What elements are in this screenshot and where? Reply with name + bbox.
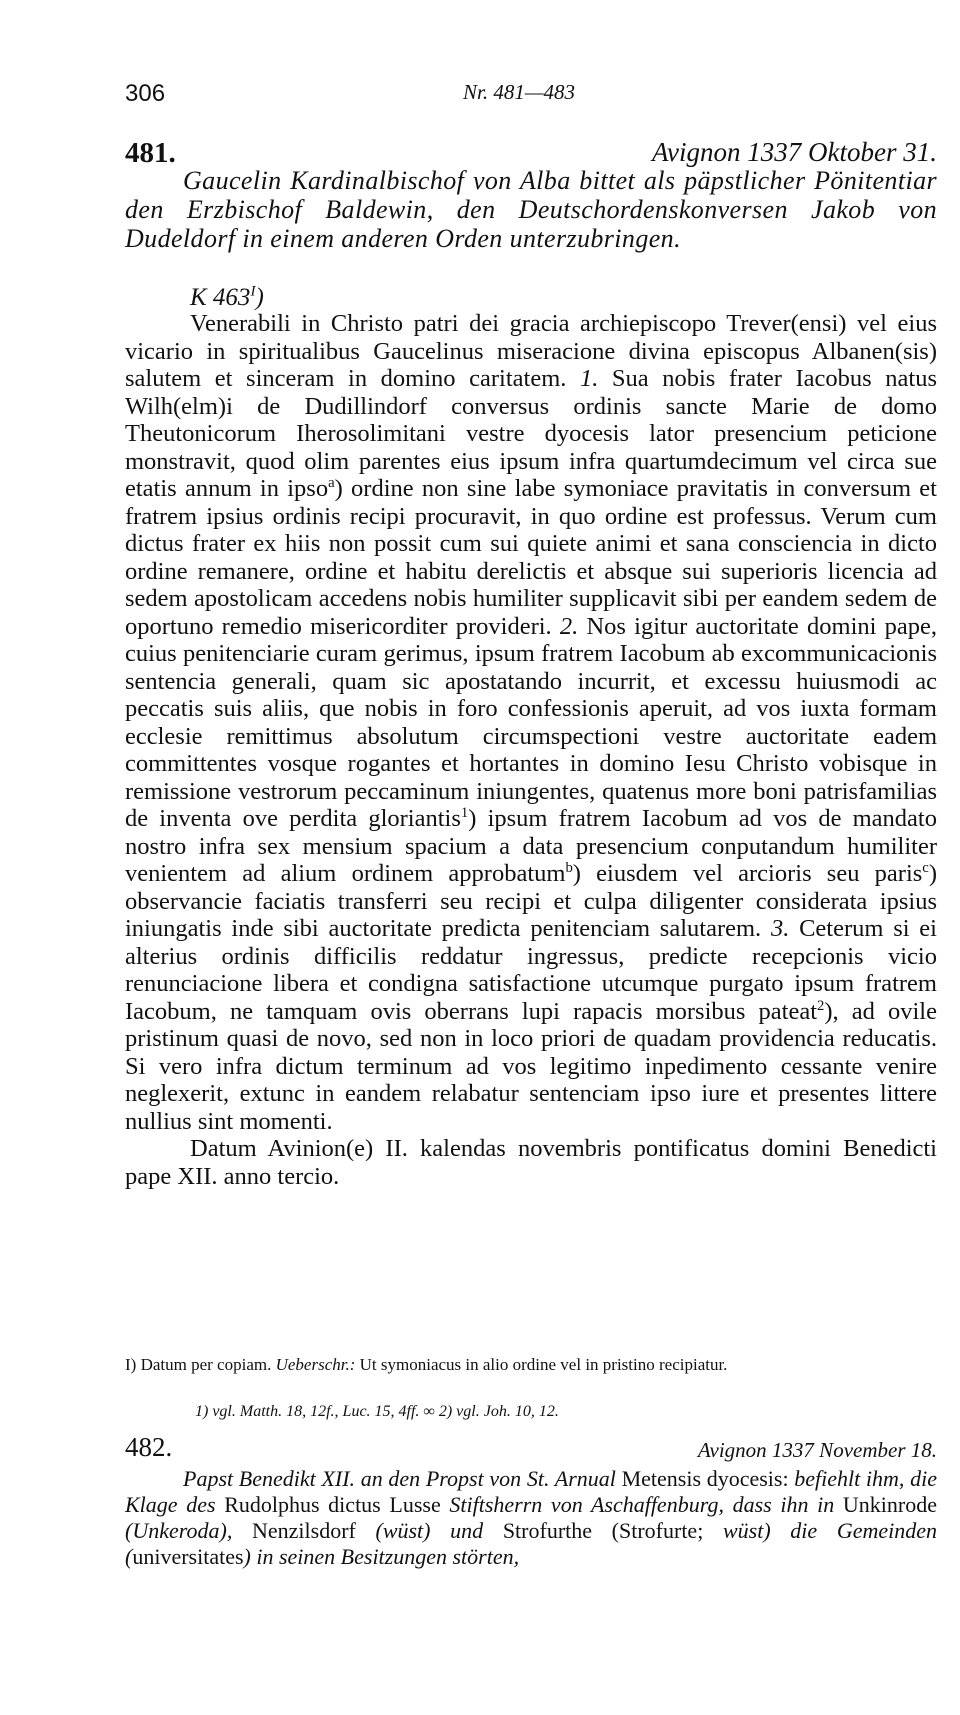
- regest-part: Nenzilsdorf: [251, 1518, 356, 1543]
- regest-part: Papst Benedikt XII. an den Propst von St. Arnual: [183, 1466, 616, 1491]
- section-2-text-cont2: ) eiusdem vel arcioris seu paris: [572, 860, 923, 887]
- doc-482-regest: [125, 1466, 937, 1570]
- section-number: 3.: [770, 915, 790, 942]
- section-3-text: Ceterum si ei alterius ordinis difficilis reddatur ingressus, predicte recepcionis vicio renunciacione libera et condigna satisfactione utcumque purgato ipsum fratrem Iacobum, ne tamquam ovis oberrans lupi rapacis morsibus pateat: [125, 915, 937, 1025]
- reference-note: I: [250, 283, 256, 300]
- regest-part: Strofurthe (Strofurte;: [502, 1518, 704, 1543]
- regest-part: wüst) die Gemeinden (: [125, 1518, 938, 1569]
- note-ref-a: a: [328, 474, 335, 491]
- regest-part: Metensis dyocesis:: [621, 1466, 789, 1491]
- footnote-refs: 1) vgl. Matth. 18, 12f., Luc. 15, 4ff. ∞ 2) vgl. Joh. 10, 12.: [195, 1403, 559, 1420]
- doc-date: Avignon 1337 November 18.: [697, 1438, 937, 1462]
- section-number: 2.: [559, 612, 579, 640]
- footnote-I-text: Ut symoniacus in alio ordine vel in pristino recipiatur.: [359, 1355, 728, 1374]
- regest-part: Stiftsherrn von Aschaffenburg, dass ihn in: [449, 1492, 835, 1517]
- dating-clause: Datum Avinion(e) II. kalendas novembris pontificatus domini Benedicti pape XII. anno tercio.: [125, 1135, 937, 1190]
- section-1-text-cont: ) ordine non sine labe symoniace pravitatis in conversum et fratrem ipsius ordinis recipi procuravit, in quo ordine est professus. Verum cum dictus frater ex hiis non possit cum sui quiete animi et sana consciencia in dicto ordine remanere, ordine et habitu derelictis et absque sui superioris licencia ad sedem apostolicam accedens nobis humiliter supplicavit sibi per eandem sedem de oportuno remedio misericorditer provideri.: [125, 475, 937, 640]
- regest-part: ) in seinen Besitzungen störten,: [243, 1544, 520, 1569]
- regest-part: (wüst) und: [375, 1518, 484, 1543]
- footnote-I-italic: Ueberschr.:: [275, 1355, 356, 1374]
- section-number: 1.: [579, 365, 599, 392]
- doc-date: Avignon 1337 Oktober 31.: [652, 137, 937, 167]
- doc-482-heading: [125, 1432, 937, 1466]
- section-2-text: Nos igitur auctoritate domini pape, cuius penitenciarie curam gerimus, ipsum fratrem Iacobum ab excommunicacionis sentencia generali, quam sic apostatando incurrit, et excessu huiusmodi ac peccatis suis aliis, que nobis in foro confessionis aperuit, ad vos iuxta formam ecclesie remittimus absolutum circumspectioni vestre auctoritate eadem committentes vosque rogantes et hortantes in domino Iesu Christo vobisque in remissione vestrorum peccaminum iniungentes, quatenus more boni patrisfamilias de inventa ove perdita gloriantis: [125, 612, 938, 832]
- salutation: Venerabili in Christo patri dei gracia archiepiscopo Trever(ensi) vel eius vicario in spiritualibus Gaucelinus miseracione divina episcopus Albanen(sis) salutem et sinceram in domino caritatem.: [125, 310, 937, 392]
- note-ref-2: 2: [817, 997, 825, 1014]
- running-title: Nr. 481—483: [463, 80, 576, 104]
- running-head: [125, 80, 937, 120]
- doc-number: 482.: [125, 1432, 173, 1462]
- footnote-I-label: I) Datum per copiam.: [125, 1355, 272, 1374]
- regest-part: Rudolphus dictus Lusse: [224, 1492, 441, 1517]
- section-2-text-cont: ) ipsum fratrem Iacobum ad vos de mandato nostro infra sex mensium spacium a data presencium conputandum humiliter venientem ad alium ordinem approbatum: [125, 805, 937, 887]
- regest-part: universitates: [132, 1544, 244, 1569]
- doc-481-text: [125, 310, 937, 1190]
- doc-number: 481.: [125, 137, 176, 169]
- note-ref-c: c: [922, 859, 929, 876]
- doc-481-reference: K $463^I$): [190, 283, 264, 311]
- note-ref-1: 1: [460, 804, 469, 821]
- section-1-text: Sua nobis frater Iacobus natus Wilh(elm)i de Dudillindorf conversus ordinis sancte Marie de domo Theutonicorum Iherosolimitani vestre dyocesis lator presencium peticione monstravit, quod olim parentes eius ipsum infra quartumdecimum vel circa sue etatis annum in ipso: [125, 365, 938, 502]
- section-3-text-cont: ), ad ovile pristinum quasi de novo, sed non in loco priori de quadam providencia reducatis. Si vero infra dictum terminum ad vos legitimo inpedimento cessante venire neglexerit, extunc in eandem relabatur sentenciam ipso iure et presentes littere nullius sint momenti.: [125, 997, 937, 1135]
- section-2-text-cont3: ) observancie faciatis transferri seu recipi et culpa diligenter considerata ipsius iniungatis inde sibi auctoritate predicta penitenciam salutarem.: [125, 860, 937, 942]
- salutation-paragraph: [125, 310, 937, 1135]
- note-ref-b: b: [565, 859, 573, 876]
- footnote-I: [125, 1354, 937, 1376]
- regest-part: (Unkeroda),: [125, 1518, 233, 1543]
- regest-part: Unkinrode: [842, 1492, 937, 1517]
- page-number: 306: [125, 80, 166, 107]
- reference-text: K 463: [190, 284, 251, 311]
- doc-481-regest: Gaucelin Kardinalbischof von Alba bittet als päpstlicher Pönitentiar den Erzbischof Baldewin, den Deutschordenskonversen Jakob von Dudeldorf in einem anderen Orden unterzubringen.: [125, 166, 937, 253]
- regest-part: befiehlt ihm, die Klage des: [125, 1466, 937, 1517]
